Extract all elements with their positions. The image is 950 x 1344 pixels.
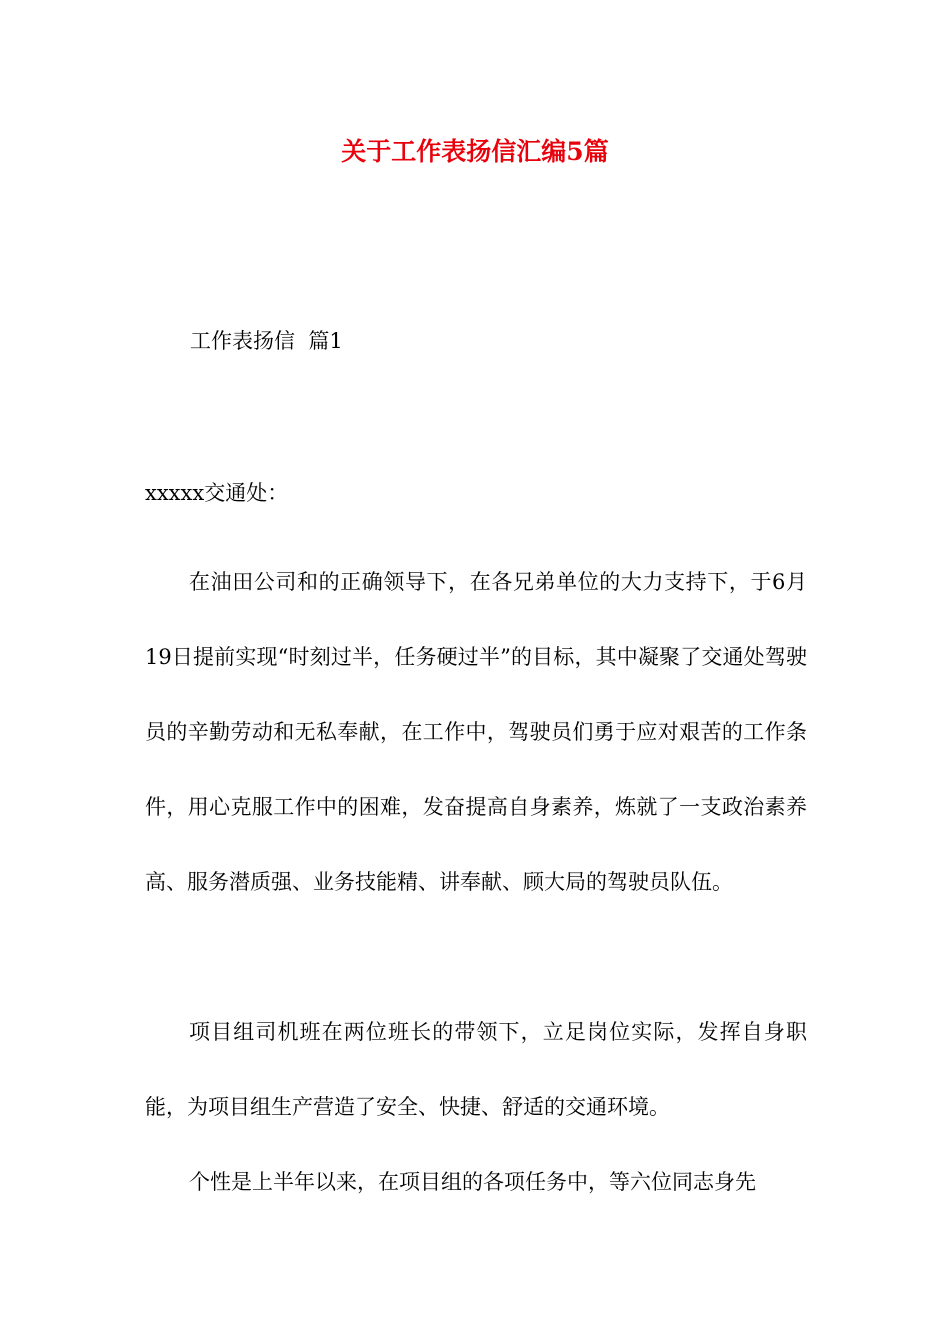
body-paragraph-1: 在油田公司和的正确领导下，在各兄弟单位的大力支持下，于6月19日提前实现“时刻过半，任务硬过半”的目标，其中凝聚了交通处驾驶员的辛勤劳动和无私奉献，在工作中，驾驶员们勇于应对艰苦的工作条件，用心克服工作中的困难，发奋提高自身素养，炼就了一支政治素养高、服务潜质强、业务技能精、讲奉献、顾大局的驾驶员队伍。 <box>145 570 807 894</box>
body-paragraph-2: 项目组司机班在两位班长的带领下，立足岗位实际，发挥自身职能，为项目组生产营造了安全、快捷、舒适的交通环境。 <box>145 1020 807 1119</box>
document-title: 关于工作表扬信汇编5篇 <box>341 137 609 166</box>
body-paragraph-3: 个性是上半年以来，在项目组的各项任务中，等六位同志身先 <box>189 1170 756 1194</box>
section-heading: 工作表扬信 篇1 <box>190 329 343 353</box>
salutation: xxxxx交通处： <box>145 481 289 505</box>
